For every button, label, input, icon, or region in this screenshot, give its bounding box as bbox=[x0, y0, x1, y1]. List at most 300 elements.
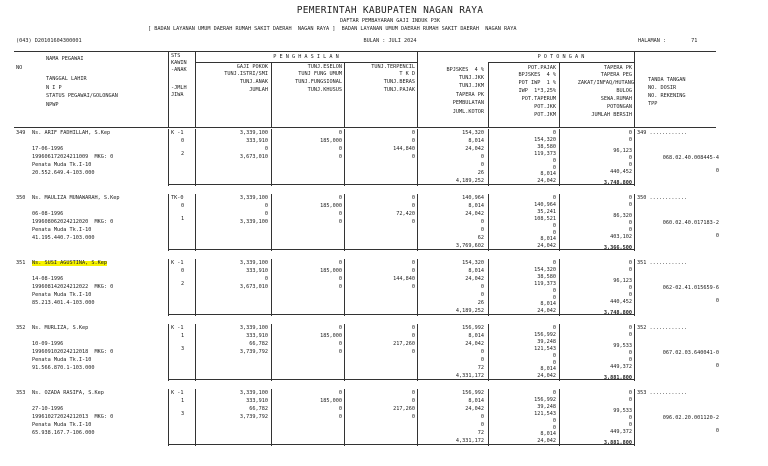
amount-pot2: 449,372 bbox=[610, 428, 632, 435]
col-pot-tapera-pk: TAPERA PK bbox=[603, 65, 632, 71]
row-divider bbox=[168, 389, 169, 446]
amount-pot: 8,014 bbox=[540, 366, 556, 373]
amount-tunj: 0 bbox=[338, 284, 342, 290]
employee-name: Ns. SUSI AGUSTINA, S.Kep bbox=[32, 260, 107, 266]
amount-pot: 24,042 bbox=[537, 243, 556, 250]
birth-date: 06-08-1996 bbox=[32, 211, 64, 217]
amount-bpjs: 4,331,172 bbox=[455, 438, 484, 444]
employee-name: Ns. ARIF FADHILLAH, S.Kep bbox=[32, 130, 111, 136]
col-penghasilan: P E N G H A S I L A N bbox=[273, 54, 339, 60]
amount-bpjs: 4,189,252 bbox=[455, 178, 484, 184]
amount-pot: 24,042 bbox=[537, 373, 556, 380]
amount-pot: 8,014 bbox=[540, 236, 556, 243]
amount-pot2: 0 bbox=[628, 266, 632, 273]
amount-pot: 156,992 bbox=[534, 331, 556, 338]
amount-tunj2: 217,260 bbox=[393, 341, 415, 347]
amount-tunj: 0 bbox=[338, 130, 342, 136]
amount-pot2: 0 bbox=[628, 201, 632, 208]
amount-gaji: 3,339,100 bbox=[239, 390, 268, 396]
bank-account: 062-02.41.015659-6 bbox=[662, 285, 719, 291]
header-bottom-rule bbox=[14, 127, 716, 128]
page-number: HALAMAN : 71 bbox=[638, 38, 698, 44]
amount-bpjs: 24,042 bbox=[465, 146, 484, 152]
col-no-rekening: NO. REKENING bbox=[648, 93, 686, 99]
marital-status: TK-0 bbox=[171, 195, 184, 201]
birth-date: 14-08-1996 bbox=[32, 276, 64, 282]
header-divider bbox=[417, 51, 418, 127]
row-divider bbox=[168, 324, 169, 381]
col-pot-jkk: POT.JKK bbox=[534, 104, 556, 110]
amount-pot2: 0 bbox=[628, 130, 632, 136]
amount-bpjs: 0 bbox=[480, 349, 484, 355]
amount-tunj: 0 bbox=[338, 325, 342, 331]
amount-bpjs: 0 bbox=[480, 154, 484, 160]
col-no-dosir: NO. DOSIR bbox=[648, 85, 677, 91]
amount-tunj: 0 bbox=[338, 341, 342, 347]
amount-tunj2: 0 bbox=[411, 219, 415, 225]
row-divider bbox=[634, 389, 635, 446]
col-iwp-325: IWP 1*3,25% bbox=[518, 88, 556, 94]
amount-bpjs: 0 bbox=[480, 414, 484, 420]
col-tgl: TANGGAL LAHIR bbox=[46, 76, 87, 82]
amount-tunj2: 0 bbox=[411, 203, 415, 209]
amount-pot: 39,248 bbox=[537, 338, 556, 345]
amount-tunj: 0 bbox=[338, 195, 342, 201]
amount-pot: 0 bbox=[552, 359, 556, 366]
employee-nip: 199608062024212020 MKG: 0 bbox=[32, 219, 114, 225]
child-count: 0 bbox=[181, 203, 185, 209]
col-nip: N I P bbox=[46, 85, 62, 91]
amount-pot: 0 bbox=[552, 260, 556, 266]
amount-pot: 35,241 bbox=[537, 208, 556, 215]
amount-pot2: 0 bbox=[628, 226, 632, 233]
header-sub-rule bbox=[195, 62, 417, 63]
amount-tunj2: 0 bbox=[411, 154, 415, 160]
birth-date: 17-06-1996 bbox=[32, 146, 64, 152]
col-jumlah-bersih: JUMLAH BERSIH bbox=[591, 112, 632, 118]
amount-bpjs: 8,014 bbox=[468, 333, 484, 339]
signature-line: 351 ............ bbox=[637, 260, 687, 266]
amount-gaji: 3,673,010 bbox=[239, 284, 268, 290]
amount-bpjs: 24,042 bbox=[465, 276, 484, 282]
amount-bpjs: 8,014 bbox=[468, 203, 484, 209]
amount-gaji: 3,673,010 bbox=[239, 154, 268, 160]
amount-tunj2: 0 bbox=[411, 349, 415, 355]
amount-tunj: 0 bbox=[338, 146, 342, 152]
marital-status: K -1 bbox=[171, 390, 184, 396]
amount-pot: 108,521 bbox=[534, 215, 556, 222]
amount-pot: 140,964 bbox=[534, 201, 556, 208]
col-sts: STS bbox=[171, 53, 181, 59]
report-title: PEMERINTAH KABUPATEN NAGAN RAYA bbox=[296, 5, 484, 16]
amount-pot: 0 bbox=[552, 164, 556, 171]
col-tpp: TPP bbox=[648, 101, 658, 107]
unit-name: [ BADAN LAYANAN UMUM DAERAH RUMAH SAKIT DAERAH NAGAN RAYA ] BADAN LAYANAN UMUM DAERAH RUMAH SAKIT DAERAH NAGAN RAYA bbox=[148, 26, 517, 32]
amount-pot2: 0 bbox=[628, 291, 632, 298]
marital-status: K -1 bbox=[171, 130, 184, 136]
amount-pot2: 86,320 bbox=[613, 212, 632, 219]
amount-tunj: 0 bbox=[338, 211, 342, 217]
amount-tunj: 0 bbox=[338, 349, 342, 355]
family-size: 3 bbox=[181, 411, 185, 417]
col-anak: -ANAK bbox=[171, 67, 187, 73]
amount-pot: 156,992 bbox=[534, 396, 556, 403]
amount-tunj2: 0 bbox=[411, 325, 415, 331]
amount-pot2: 0 bbox=[628, 349, 632, 356]
net-pay: 3,881,800 bbox=[603, 440, 632, 447]
employee-name: Ns. MAULIZA MUNAWARAH, S.Kep bbox=[32, 195, 120, 201]
amount-pot: 0 bbox=[552, 390, 556, 396]
amount-bpjs: 154,320 bbox=[462, 260, 484, 266]
amount-tunj2: 144,840 bbox=[393, 146, 415, 152]
amount-tunj: 0 bbox=[338, 276, 342, 282]
col-zakat: ZAKAT/INFAQ/HUTANG bbox=[577, 80, 634, 86]
amount-pot2: 0 bbox=[628, 284, 632, 291]
amount-pot2: 0 bbox=[628, 396, 632, 403]
amount-tunj2: 0 bbox=[411, 390, 415, 396]
tpp-amount: 0 bbox=[715, 298, 719, 304]
col-tkd: T K D bbox=[399, 71, 415, 77]
col-gaji-pokok: GAJI POKOK bbox=[236, 64, 268, 70]
col-tunj-eselon: TUNJ.ESELON bbox=[307, 64, 342, 70]
amount-pot: 0 bbox=[552, 287, 556, 294]
amount-pot2: 0 bbox=[628, 195, 632, 201]
amount-tunj: 0 bbox=[338, 260, 342, 266]
tpp-amount: 0 bbox=[715, 168, 719, 174]
col-tunj-jkk: TUNJ.JKK bbox=[459, 75, 484, 81]
amount-pot2: 0 bbox=[628, 421, 632, 428]
amount-gaji: 3,339,100 bbox=[239, 325, 268, 331]
amount-tunj: 185,000 bbox=[320, 333, 342, 339]
amount-bpjs: 4,189,252 bbox=[455, 308, 484, 314]
amount-gaji: 66,782 bbox=[249, 341, 268, 347]
net-pay: 3,881,800 bbox=[603, 375, 632, 382]
amount-pot: 38,580 bbox=[537, 143, 556, 150]
amount-pot: 24,042 bbox=[537, 438, 556, 445]
signature-line: 349 ............ bbox=[637, 130, 687, 136]
header-top-rule bbox=[14, 51, 716, 52]
amount-pot: 119,373 bbox=[534, 150, 556, 157]
row-divider bbox=[634, 324, 635, 381]
amount-bpjs: 4,331,172 bbox=[455, 373, 484, 379]
signature-line: 353 ............ bbox=[637, 390, 687, 396]
row-divider bbox=[168, 194, 169, 251]
tpp-amount: 0 bbox=[715, 363, 719, 369]
col-pembulatan: PEMBULATAN bbox=[452, 100, 484, 106]
employee-nip: 199608142024212022 MKG: 0 bbox=[32, 284, 114, 290]
amount-gaji: 333,910 bbox=[246, 138, 268, 144]
employee-name: Ns. OZADA RASIFA, S.Kep bbox=[32, 390, 104, 396]
col-tunj-jkm: TUNJ.JKM bbox=[459, 83, 484, 89]
header-divider bbox=[168, 51, 169, 127]
family-size: 1 bbox=[181, 216, 185, 222]
amount-pot: 154,320 bbox=[534, 136, 556, 143]
col-tapera-peg: TAPERA PEG bbox=[600, 72, 632, 78]
marital-status: K -1 bbox=[171, 260, 184, 266]
amount-tunj2: 0 bbox=[411, 268, 415, 274]
amount-pot: 8,014 bbox=[540, 171, 556, 178]
amount-tunj2: 72,420 bbox=[396, 211, 415, 217]
col-kawin: KAWIN bbox=[171, 60, 187, 66]
amount-tunj2: 144,840 bbox=[393, 276, 415, 282]
amount-pot: 0 bbox=[552, 195, 556, 201]
row-divider bbox=[168, 259, 169, 316]
amount-bpjs: 0 bbox=[480, 162, 484, 168]
employee-rank: Penata Muda Tk.I-10 bbox=[32, 227, 92, 233]
amount-bpjs: 24,042 bbox=[465, 211, 484, 217]
row-divider bbox=[417, 194, 418, 251]
col-juml-kotor: JUML.KOTOR bbox=[452, 109, 484, 115]
amount-pot: 0 bbox=[552, 157, 556, 164]
birth-date: 10-09-1996 bbox=[32, 341, 64, 347]
col-tapera-pk: TAPERA PK bbox=[455, 92, 484, 98]
col-jmlh: -JMLH bbox=[171, 85, 187, 91]
amount-gaji: 333,910 bbox=[246, 398, 268, 404]
employee-nip: 199609102024212018 MKG: 0 bbox=[32, 349, 114, 355]
amount-tunj2: 0 bbox=[411, 284, 415, 290]
amount-bpjs: 0 bbox=[480, 292, 484, 298]
amount-bpjs: 26 bbox=[477, 300, 484, 306]
amount-tunj2: 0 bbox=[411, 138, 415, 144]
amount-bpjs: 8,014 bbox=[468, 398, 484, 404]
row-number: 349 bbox=[16, 130, 26, 136]
row-number: 351 bbox=[16, 260, 26, 266]
period: BULAN : JULI 2024 bbox=[363, 38, 417, 44]
col-pot-jkm: POT.JKM bbox=[534, 112, 556, 118]
amount-pot: 0 bbox=[552, 424, 556, 431]
amount-pot2: 0 bbox=[628, 414, 632, 421]
employee-npwp: 65.938.167.7-106.000 bbox=[32, 430, 95, 436]
header-divider bbox=[634, 51, 635, 127]
amount-tunj: 185,000 bbox=[320, 268, 342, 274]
amount-bpjs: 62 bbox=[477, 235, 484, 241]
col-nama: NAMA PEGAWAI bbox=[46, 56, 84, 62]
amount-pot2: 0 bbox=[628, 325, 632, 331]
child-count: 0 bbox=[181, 268, 185, 274]
employee-rank: Penata Muda Tk.I-10 bbox=[32, 357, 92, 363]
amount-tunj: 0 bbox=[338, 219, 342, 225]
amount-gaji: 66,782 bbox=[249, 406, 268, 412]
amount-tunj2: 0 bbox=[411, 333, 415, 339]
row-divider bbox=[417, 324, 418, 381]
row-divider bbox=[417, 389, 418, 446]
amount-pot: 39,248 bbox=[537, 403, 556, 410]
amount-pot2: 0 bbox=[628, 356, 632, 363]
amount-pot2: 0 bbox=[628, 260, 632, 266]
col-potongan: P O T O N G A N bbox=[537, 54, 585, 60]
amount-bpjs: 0 bbox=[480, 357, 484, 363]
row-divider bbox=[634, 259, 635, 316]
amount-pot: 0 bbox=[552, 352, 556, 359]
amount-bpjs: 24,042 bbox=[465, 406, 484, 412]
amount-pot2: 0 bbox=[628, 219, 632, 226]
row-divider bbox=[634, 194, 635, 251]
employee-npwp: 41.195.440.7-103.000 bbox=[32, 235, 95, 241]
row-number: 350 bbox=[16, 195, 26, 201]
amount-gaji: 3,339,100 bbox=[239, 130, 268, 136]
amount-pot2: 96,123 bbox=[613, 147, 632, 154]
employee-name: Ns. MURLIZA, S.Kep bbox=[32, 325, 89, 331]
col-jiwa: JIWA bbox=[171, 92, 184, 98]
amount-tunj2: 0 bbox=[411, 195, 415, 201]
employee-npwp: 91.566.870.1-103.000 bbox=[32, 365, 95, 371]
col-pot-bpjskes: BPJSKES 4 % bbox=[518, 72, 556, 78]
amount-gaji: 3,339,100 bbox=[239, 219, 268, 225]
amount-gaji: 0 bbox=[264, 146, 268, 152]
col-pot-iwp: POT IWP 1 % bbox=[518, 80, 556, 86]
col-potongan-total: POTONGAN bbox=[607, 104, 632, 110]
col-tunj-istri: TUNJ.ISTRI/SMI bbox=[224, 71, 268, 77]
amount-pot: 0 bbox=[552, 417, 556, 424]
employee-nip: 199606172024211009 MKG: 0 bbox=[32, 154, 114, 160]
amount-gaji: 3,339,100 bbox=[239, 260, 268, 266]
amount-bpjs: 26 bbox=[477, 170, 484, 176]
amount-gaji: 3,739,792 bbox=[239, 349, 268, 355]
amount-pot: 0 bbox=[552, 222, 556, 229]
amount-pot: 38,580 bbox=[537, 273, 556, 280]
col-tunj-khusus: TUNJ.KHUSUS bbox=[307, 87, 342, 93]
row-divider bbox=[634, 129, 635, 186]
amount-tunj2: 0 bbox=[411, 130, 415, 136]
amount-pot: 121,543 bbox=[534, 345, 556, 352]
amount-pot2: 0 bbox=[628, 136, 632, 143]
amount-pot2: 403,102 bbox=[610, 233, 632, 240]
employee-rank: Penata Muda Tk.I-10 bbox=[32, 162, 92, 168]
family-size: 2 bbox=[181, 281, 185, 287]
amount-pot: 0 bbox=[552, 294, 556, 301]
col-jumlah: JUMLAH bbox=[249, 87, 268, 93]
bank-account: 096.02.20.001120-2 bbox=[662, 415, 719, 421]
amount-pot2: 0 bbox=[628, 161, 632, 168]
net-pay: 3,748,800 bbox=[603, 180, 632, 187]
amount-tunj: 185,000 bbox=[320, 138, 342, 144]
amount-gaji: 0 bbox=[264, 276, 268, 282]
col-tanda-tangan: TANDA TANGAN bbox=[648, 77, 686, 83]
amount-pot2: 0 bbox=[628, 390, 632, 396]
amount-bpjs: 72 bbox=[477, 430, 484, 436]
tpp-amount: 0 bbox=[715, 233, 719, 239]
amount-tunj2: 0 bbox=[411, 414, 415, 420]
bank-account: 068.02.40.008445-4 bbox=[662, 155, 719, 161]
amount-pot2: 0 bbox=[628, 154, 632, 161]
amount-bpjs: 156,992 bbox=[462, 325, 484, 331]
amount-pot: 0 bbox=[552, 130, 556, 136]
amount-tunj2: 0 bbox=[411, 398, 415, 404]
amount-tunj2: 0 bbox=[411, 260, 415, 266]
tpp-amount: 0 bbox=[715, 428, 719, 434]
col-tunj-fungsional: TUNJ.FUNGSIONAL bbox=[295, 79, 342, 85]
amount-pot2: 449,372 bbox=[610, 363, 632, 370]
amount-gaji: 0 bbox=[264, 203, 268, 209]
amount-pot: 24,042 bbox=[537, 308, 556, 315]
signature-line: 352 ............ bbox=[637, 325, 687, 331]
amount-bpjs: 0 bbox=[480, 422, 484, 428]
amount-pot: 8,014 bbox=[540, 301, 556, 308]
col-tunj-fung-umum: TUNJ FUNG UMUM bbox=[298, 71, 342, 77]
amount-tunj: 0 bbox=[338, 390, 342, 396]
amount-pot2: 99,533 bbox=[613, 407, 632, 414]
net-pay: 3,748,800 bbox=[603, 310, 632, 317]
employee-rank: Penata Muda Tk.I-10 bbox=[32, 422, 92, 428]
amount-bpjs: 156,992 bbox=[462, 390, 484, 396]
net-pay: 3,366,500 bbox=[603, 245, 632, 252]
child-count: 1 bbox=[181, 398, 185, 404]
amount-bpjs: 140,964 bbox=[462, 195, 484, 201]
amount-tunj2: 217,260 bbox=[393, 406, 415, 412]
amount-pot2: 440,452 bbox=[610, 298, 632, 305]
amount-pot: 121,543 bbox=[534, 410, 556, 417]
amount-pot: 0 bbox=[552, 229, 556, 236]
amount-pot: 119,373 bbox=[534, 280, 556, 287]
amount-tunj: 185,000 bbox=[320, 398, 342, 404]
row-number: 352 bbox=[16, 325, 26, 331]
col-pot-pajak: POT.PAJAK bbox=[527, 65, 556, 71]
amount-gaji: 333,910 bbox=[246, 333, 268, 339]
col-status: STATUS PEGAWAI/GOLONGAN bbox=[46, 93, 118, 99]
child-count: 1 bbox=[181, 333, 185, 339]
child-count: 0 bbox=[181, 138, 185, 144]
amount-pot2: 0 bbox=[628, 331, 632, 338]
col-tunj-terpencil: TUNJ.TERPENCIL bbox=[371, 64, 415, 70]
amount-pot: 0 bbox=[552, 325, 556, 331]
amount-pot: 154,320 bbox=[534, 266, 556, 273]
amount-gaji: 3,339,100 bbox=[239, 195, 268, 201]
amount-pot: 8,014 bbox=[540, 431, 556, 438]
amount-gaji: 0 bbox=[264, 211, 268, 217]
col-tunj-anak: TUNJ.ANAK bbox=[239, 79, 268, 85]
birth-date: 27-10-1996 bbox=[32, 406, 64, 412]
row-number: 353 bbox=[16, 390, 26, 396]
amount-tunj: 0 bbox=[338, 406, 342, 412]
col-bulog: BULOG bbox=[616, 88, 632, 94]
col-no: NO bbox=[16, 65, 23, 71]
amount-bpjs: 0 bbox=[480, 284, 484, 290]
header-sub-rule bbox=[488, 62, 634, 63]
amount-tunj: 185,000 bbox=[320, 203, 342, 209]
col-npwp: NPWP bbox=[46, 102, 59, 108]
doc-code: (043) D20101604300001 bbox=[16, 38, 82, 44]
bank-account: 067.02.03.640041-0 bbox=[662, 350, 719, 356]
amount-bpjs: 0 bbox=[480, 227, 484, 233]
col-tunj-pajak: TUNJ.PAJAK bbox=[383, 87, 415, 93]
row-divider bbox=[417, 259, 418, 316]
col-tunj-beras: TUNJ.BERAS bbox=[383, 79, 415, 85]
employee-npwp: 20.552.649.4-103.000 bbox=[32, 170, 95, 176]
amount-bpjs: 0 bbox=[480, 219, 484, 225]
amount-gaji: 3,739,792 bbox=[239, 414, 268, 420]
employee-nip: 199610272024212013 MKG: 0 bbox=[32, 414, 114, 420]
amount-bpjs: 24,042 bbox=[465, 341, 484, 347]
signature-line: 350 ............ bbox=[637, 195, 687, 201]
col-pot-taperum: POT.TAPERUM bbox=[521, 96, 556, 102]
employee-npwp: 85.213.401.4-103.000 bbox=[32, 300, 95, 306]
bank-account: 060.02.40.017183-2 bbox=[662, 220, 719, 226]
col-sewa-rumah: SEWA.RUMAH bbox=[600, 96, 632, 102]
amount-tunj: 0 bbox=[338, 414, 342, 420]
amount-pot: 24,042 bbox=[537, 178, 556, 185]
amount-bpjs: 154,320 bbox=[462, 130, 484, 136]
amount-tunj: 0 bbox=[338, 154, 342, 160]
amount-bpjs: 8,014 bbox=[468, 138, 484, 144]
employee-rank: Penata Muda Tk.I-10 bbox=[32, 292, 92, 298]
col-bpjskes: BPJSKES 4 % bbox=[446, 67, 484, 73]
report-subtitle: DAFTAR PEMBAYARAN GAJI INDUK P3K bbox=[340, 18, 440, 24]
amount-bpjs: 8,014 bbox=[468, 268, 484, 274]
amount-bpjs: 72 bbox=[477, 365, 484, 371]
row-divider bbox=[168, 129, 169, 186]
amount-gaji: 333,910 bbox=[246, 268, 268, 274]
amount-bpjs: 3,769,602 bbox=[455, 243, 484, 249]
